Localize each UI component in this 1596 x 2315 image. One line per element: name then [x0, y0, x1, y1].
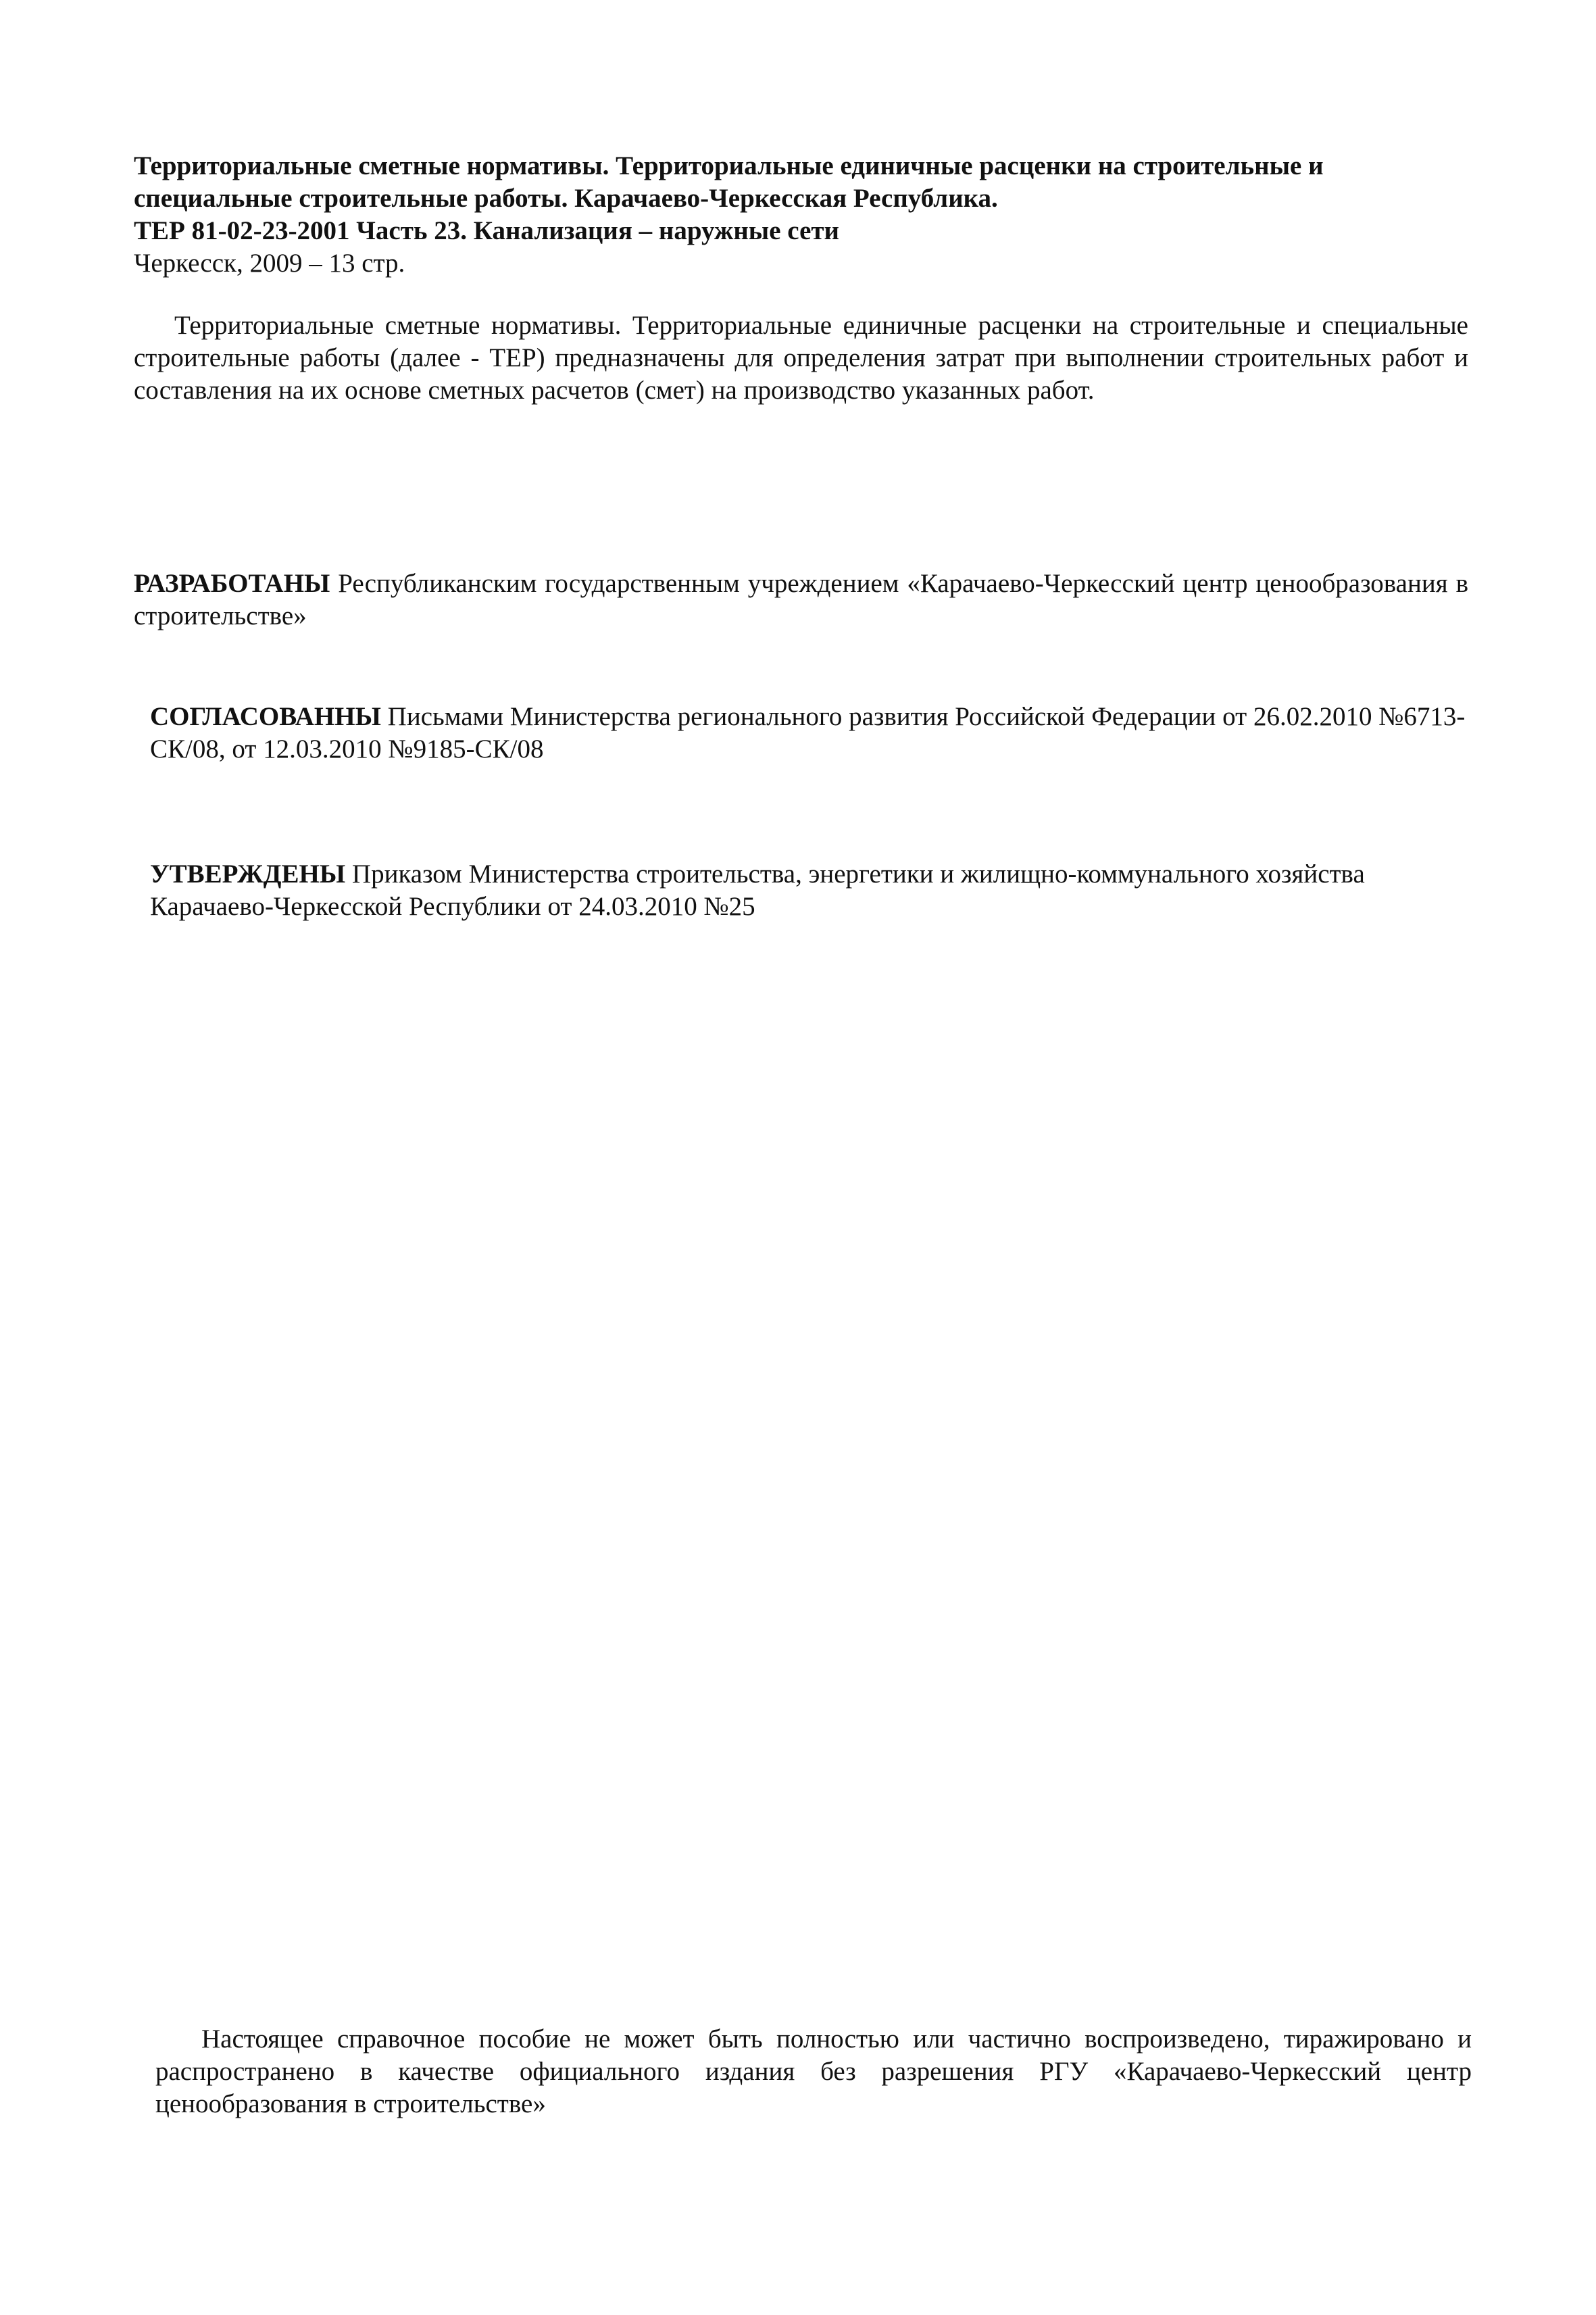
header-imprint: Черкесск, 2009 – 13 стр.	[134, 249, 405, 278]
header-title: Территориальные сметные нормативы. Территориальные единичные расценки на строительные и специальные строительные работы. Карачаево-Черкесская Республика.	[134, 151, 1324, 213]
developed-keyword: РАЗРАБОТАНЫ	[134, 569, 330, 598]
approved-keyword: УТВЕРЖДЕНЫ	[150, 860, 346, 889]
developed-paragraph	[134, 568, 1468, 632]
intro-text: Территориальные сметные нормативы. Территориальные единичные расценки на строительные и специальные строительные работы (далее - ТЕР) предназначены для определения затрат при выполнении строительных работ и составления на их основе сметных расчетов (смет) на производство указанных работ.	[134, 311, 1468, 405]
agreed-keyword: СОГЛАСОВАННЫ	[150, 702, 381, 731]
agreed-text: Письмами Министерства регионального развития Российской Федерации от 26.02.2010 №6713-СК/08, от 12.03.2010 №9185-СК/08	[150, 702, 1466, 764]
intro-paragraph	[134, 309, 1468, 407]
approved-paragraph	[150, 858, 1474, 923]
document-header	[134, 150, 1472, 280]
copyright-text: Настоящее справочное пособие не может быть полностью или частично воспроизведено, тиражировано и распространено в качестве официального издания без разрешения РГУ «Карачаево-Черкесский центр ценообразования в строительстве»	[155, 2024, 1472, 2118]
copyright-notice	[155, 2023, 1472, 2120]
approved-text: Приказом Министерства строительства, энергетики и жилищно-коммунального хозяйства Карачаево-Черкесской Республики от 24.03.2010 №25	[150, 860, 1365, 921]
agreed-paragraph	[150, 701, 1474, 766]
header-code: ТЕР 81-02-23-2001 Часть 23. Канализация – наружные сети	[134, 216, 840, 245]
developed-text: Республиканским государственным учреждением «Карачаево-Черкесский центр ценообразования в строительстве»	[134, 569, 1468, 630]
